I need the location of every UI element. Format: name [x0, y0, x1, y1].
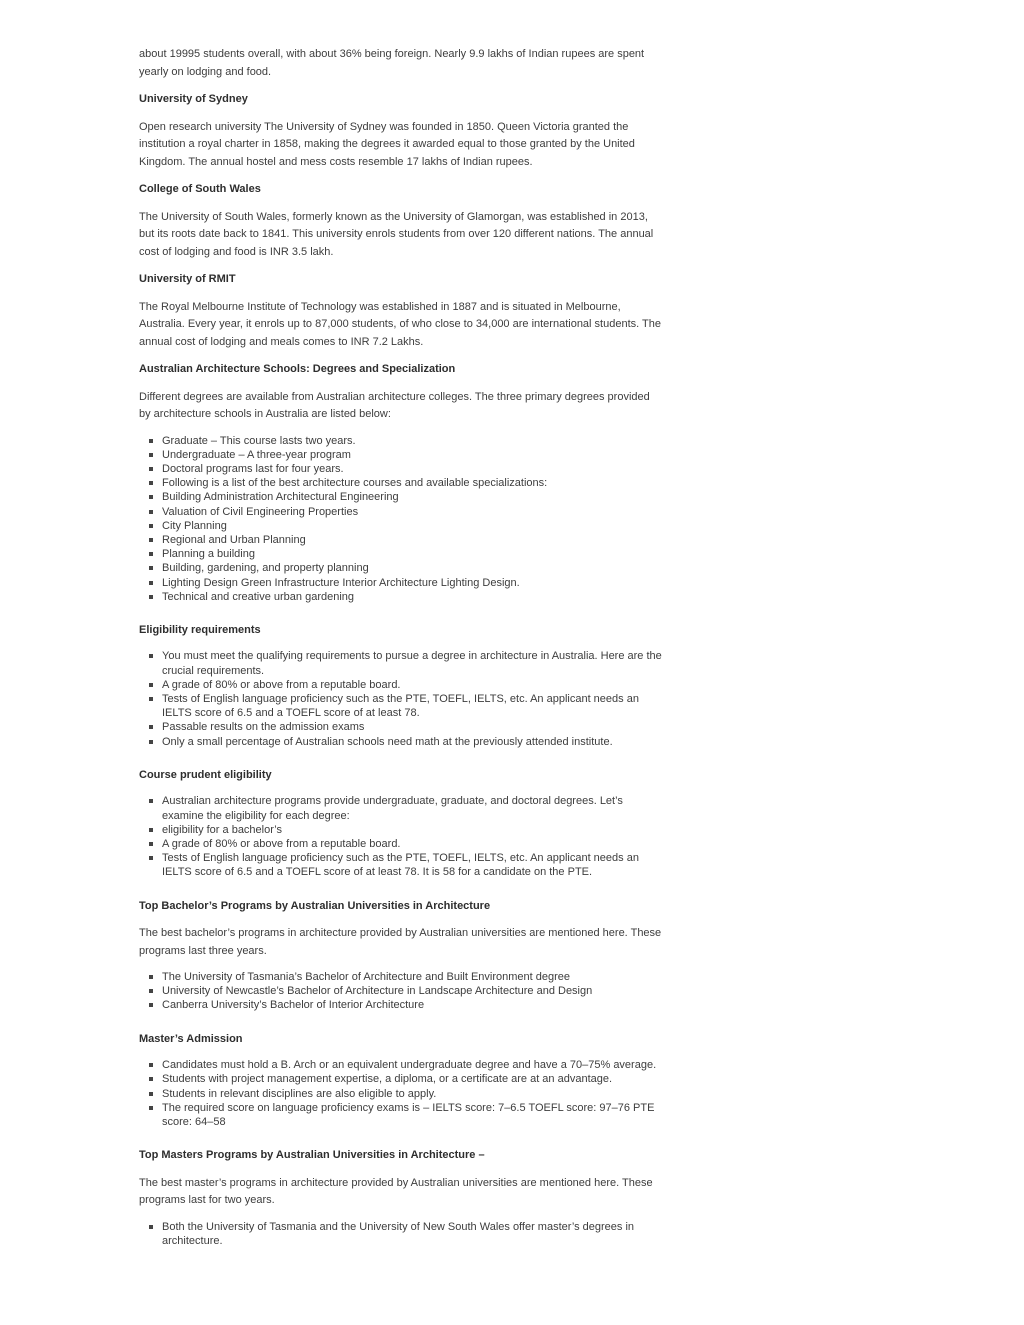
list-item: Regional and Urban Planning: [162, 533, 663, 547]
section-heading-sydney: University of Sydney: [139, 93, 248, 105]
list-item: Undergraduate – A three-year program: [162, 448, 663, 462]
article-body: [139, 46, 663, 1258]
list-item: eligibility for a bachelor’s: [162, 823, 663, 837]
section-heading-rmit: University of RMIT: [139, 273, 236, 285]
section-heading-eligibility: Eligibility requirements: [139, 623, 261, 636]
list-item: City Planning: [162, 519, 663, 533]
list-item: Students in relevant disciplines are also eligible to apply.: [162, 1087, 663, 1101]
list-item: Tests of English language proficiency such as the PTE, TOEFL, IELTS, etc. An applicant needs an IELTS score of 6.5 and a TOEFL score of at least 78.: [162, 692, 663, 720]
list-item: Technical and creative urban gardening: [162, 590, 663, 604]
section-body-degrees: Different degrees are available from Australian architecture colleges. The three primary degrees provided by architecture schools in Australia are listed below:: [139, 390, 650, 420]
list-item: Lighting Design Green Infrastructure Interior Architecture Lighting Design.: [162, 576, 663, 590]
list-item: Valuation of Civil Engineering Properties: [162, 505, 663, 519]
eligibility-list: [139, 649, 663, 748]
section-body-bachelors: The best bachelor’s programs in architecture provided by Australian universities are mentioned here. These programs last three years.: [139, 927, 662, 957]
section-body-south-wales: The University of South Wales, formerly known as the University of Glamorgan, was established in 2013, but its roots date back to 1841. This university enrols students from over 120 different nations. The annual cost of lodging and food is INR 3.5 lakh.: [139, 210, 654, 258]
list-item: Students with project management expertise, a diploma, or a certificate are at an advantage.: [162, 1072, 663, 1086]
section-body-sydney: Open research university The University of Sydney was founded in 1850. Queen Victoria granted the institution a royal charter in 1858, making the degrees it awarded equal to those granted by the United Kingdom. The annual hostel and mess costs resemble 17 lakhs of Indian rupees.: [139, 120, 635, 168]
list-item: A grade of 80% or above from a reputable board.: [162, 678, 663, 692]
list-item: A grade of 80% or above from a reputable board.: [162, 837, 663, 851]
list-item: Graduate – This course lasts two years.: [162, 434, 663, 448]
list-item: The required score on language proficiency exams is – IELTS score: 7–6.5 TOEFL score: 97–76 PTE score: 64–58: [162, 1101, 663, 1129]
section-body-masters-programs: The best master’s programs in architecture provided by Australian universities are mentioned here. These programs last for two years.: [139, 1176, 653, 1207]
intro-paragraph: about 19995 students overall, with about 36% being foreign. Nearly 9.9 lakhs of Indian rupees are spent yearly on lodging and food.: [139, 48, 645, 78]
section-heading-south-wales: College of South Wales: [139, 183, 261, 195]
list-item: Passable results on the admission exams: [162, 720, 663, 734]
list-item: Both the University of Tasmania and the University of New South Wales offer master’s degrees in architecture.: [162, 1220, 663, 1248]
list-item: Only a small percentage of Australian schools need math at the previously attended institute.: [162, 735, 663, 749]
list-item: University of Newcastle’s Bachelor of Architecture in Landscape Architecture and Design: [162, 984, 663, 998]
list-item: Building Administration Architectural Engineering: [162, 490, 663, 504]
list-item: Building, gardening, and property planning: [162, 561, 663, 575]
list-item: Doctoral programs last for four years.: [162, 462, 663, 476]
degrees-list: [139, 434, 663, 604]
section-body-rmit: The Royal Melbourne Institute of Technology was established in 1887 and is situated in Melbourne, Australia. Every year, it enrols up to 87,000 students, of who close to 34,000 are international students. The annual cost of lodging and meals comes to INR 7.2 Lakhs.: [139, 300, 662, 348]
section-heading-degrees: Australian Architecture Schools: Degrees and Specialization: [139, 363, 456, 375]
masters-admission-list: [139, 1058, 663, 1129]
section-heading-masters-programs: Top Masters Programs by Australian Universities in Architecture –: [139, 1149, 485, 1162]
course-eligibility-list: [139, 794, 663, 879]
section-heading-masters-admission: Master’s Admission: [139, 1032, 243, 1045]
list-item: Canberra University’s Bachelor of Interior Architecture: [162, 998, 663, 1012]
section-heading-course-eligibility: Course prudent eligibility: [139, 768, 272, 781]
masters-programs-list: [139, 1220, 663, 1248]
list-item: Tests of English language proficiency such as the PTE, TOEFL, IELTS, etc. An applicant needs an IELTS score of 6.5 and a TOEFL score of at least 78. It is 58 for a candidate on the PTE.: [162, 851, 663, 879]
section-heading-bachelors: Top Bachelor’s Programs by Australian Universities in Architecture: [139, 899, 491, 912]
list-item: The University of Tasmania’s Bachelor of Architecture and Built Environment degree: [162, 970, 663, 984]
list-item: Following is a list of the best architecture courses and available specializations:: [162, 476, 663, 490]
list-item: Candidates must hold a B. Arch or an equivalent undergraduate degree and have a 70–75% average.: [162, 1058, 663, 1072]
list-item: Planning a building: [162, 547, 663, 561]
list-item: Australian architecture programs provide undergraduate, graduate, and doctoral degrees. Let’s examine the eligibility for each degree:: [162, 794, 663, 822]
list-item: You must meet the qualifying requirements to pursue a degree in architecture in Australia. Here are the crucial requirements.: [162, 650, 662, 677]
bachelors-list: [139, 970, 663, 1013]
